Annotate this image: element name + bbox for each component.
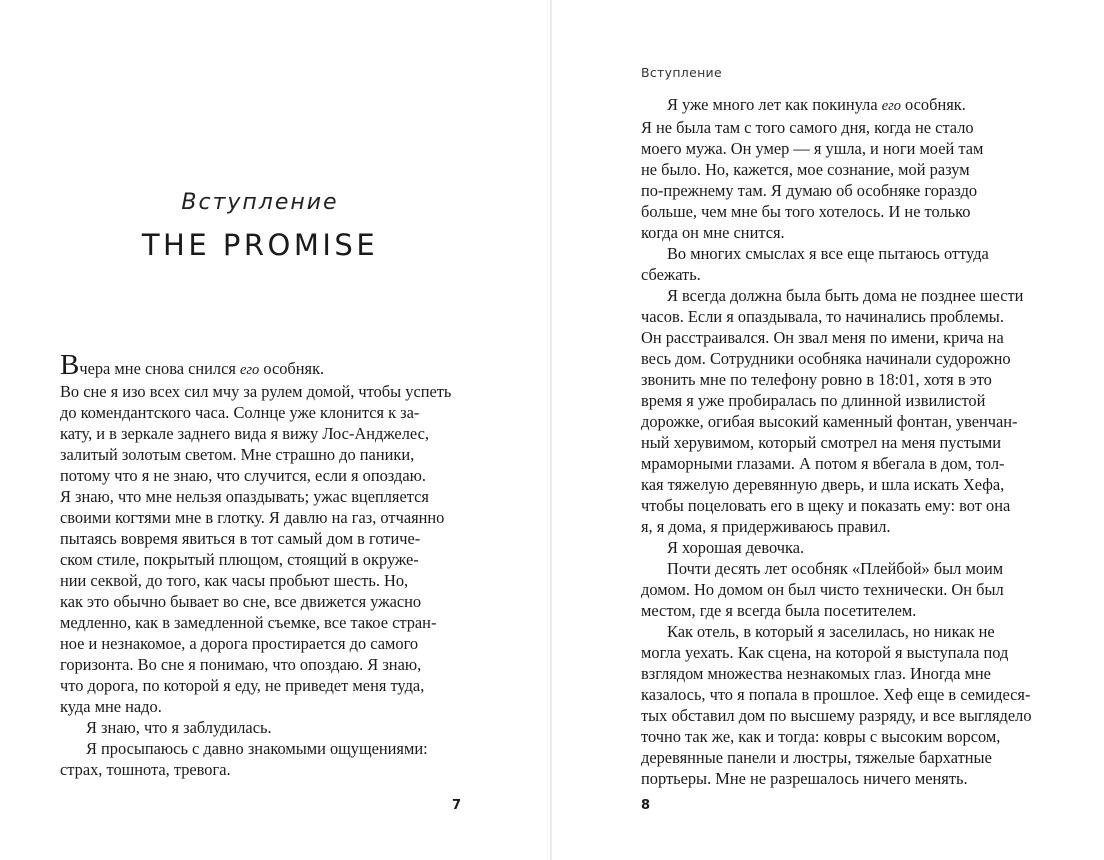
text-line: точно так же, как и тогда: ковры с высоким ворсом,	[641, 727, 1001, 746]
text-line: куда мне надо.	[60, 697, 162, 716]
page-number: 7	[452, 798, 462, 813]
text-line: местом, где я всегда была посетителем.	[641, 601, 917, 620]
first-line-end: особняк.	[259, 359, 325, 378]
running-head: Вступление	[641, 65, 722, 80]
text-line: сбежать.	[641, 265, 701, 284]
text-line: тых обставил дом по высшему разряду, и все выглядело	[641, 706, 1032, 725]
text-line: своими когтями мне в глотку. Я давлю на газ, отчаянно	[60, 508, 445, 527]
text-line: нии секвой, до того, как часы пробьют шесть. Но,	[60, 571, 409, 590]
text-line: взглядом множества незнакомых глаз. Иногда мне	[641, 664, 991, 683]
first-line	[641, 94, 1041, 117]
text-line: Я знаю, что мне нельзя опаздывать; ужас вцепляется	[60, 487, 429, 506]
text-line: мраморными глазами. А потом я вбегала в дом, тол-	[641, 454, 1005, 473]
text-line: по-прежнему там. Я думаю об особняке гораздо	[641, 181, 978, 200]
text-line: медленно, как в замедленной съемке, все такое стран-	[60, 613, 437, 632]
text-line: портьеры. Мне не разрешалось ничего менять.	[641, 769, 968, 788]
text-line: моего мужа. Он умер — я ушла, и ноги моей там	[641, 139, 984, 158]
text-line: я, я дома, я придерживаюсь правил.	[641, 517, 891, 536]
text-line: звонить мне по телефону ровно в 18:01, хотя в это	[641, 370, 992, 389]
text-line: кая тяжелую деревянную дверь, и шла искать Хефа,	[641, 475, 1005, 494]
left-page	[0, 0, 551, 860]
text-line: могла уехать. Как сцена, на которой я выступала под	[641, 643, 1009, 662]
text-line: Во многих смыслах я все еще пытаюсь оттуда	[667, 244, 989, 263]
text-line: часов. Если я опаздывала, то начинались проблемы.	[641, 307, 1004, 326]
text-line: что дорога, по которой я еду, не приведет меня туда,	[60, 676, 425, 695]
right-page	[552, 0, 1104, 860]
text-line: Я не была там с того самого дня, когда не стало	[641, 118, 974, 137]
text-line: больше, чем мне бы того хотелось. И не только	[641, 202, 971, 221]
text-line: ный херувимом, который смотрел на меня пустыми	[641, 433, 1002, 452]
dropcap-letter: В	[60, 355, 80, 381]
text-line: время я уже пробиралась по длинной извилистой	[641, 391, 986, 410]
chapter-title: THE PROMISE	[141, 228, 379, 262]
text-line: страх, тошнота, тревога.	[60, 760, 231, 779]
emphasis-word: его	[240, 362, 260, 378]
text-line: Почти десять лет особняк «Плейбой» был моим	[667, 559, 1004, 578]
chapter-label: Вступление	[181, 190, 339, 215]
emphasis-word: его	[881, 98, 901, 114]
right-body-text	[641, 94, 1041, 789]
text-line: до комендантского часа. Солнце уже клонится к за-	[60, 403, 420, 422]
text-line: Я всегда должна была быть дома не позднее шести	[667, 286, 1024, 305]
text-line: не было. Но, кажется, мое сознание, мой разум	[641, 160, 970, 179]
first-line	[60, 355, 460, 381]
text-line: Он расстраивался. Он звал меня по имени, крича на	[641, 328, 1004, 347]
text-line: весь дом. Сотрудники особняка начинали судорожно	[641, 349, 1011, 368]
text-line: потому что я не знаю, что случится, если я опоздаю.	[60, 466, 426, 485]
text-line: домом. Но домом он был чисто технически. Он был	[641, 580, 1004, 599]
text-line: когда он мне снится.	[641, 223, 785, 242]
text-line: дорожке, огибая высокий каменный фонтан, увенчан-	[641, 412, 1018, 431]
text-line: кату, и в зеркале заднего вида я вижу Лос-Анджелес,	[60, 424, 429, 443]
first-line-text: чера мне снова снился	[79, 359, 240, 378]
first-line-end: особняк.	[900, 95, 966, 114]
text-line: пытаясь вовремя явиться в тот самый дом в готиче-	[60, 529, 421, 548]
text-line: ное и незнакомое, а дорога простирается до самого	[60, 634, 419, 653]
text-line: Я просыпаюсь с давно знакомыми ощущениями:	[86, 739, 428, 758]
text-line: Я хорошая девочка.	[667, 538, 805, 557]
text-line: Во сне я изо всех сил мчу за рулем домой, чтобы успеть	[60, 382, 452, 401]
text-line: чтобы поцеловать его в щеку и показать ему: вот она	[641, 496, 1011, 515]
page-number: 8	[641, 798, 651, 813]
text-line: Как отель, в который я заселилась, но никак не	[667, 622, 995, 641]
text-line: деревянные панели и люстры, тяжелые бархатные	[641, 748, 992, 767]
text-line: ском стиле, покрытый плющом, стоящий в окруже-	[60, 550, 419, 569]
text-line: Я знаю, что я заблудилась.	[86, 718, 272, 737]
text-line: залитый золотым светом. Мне страшно до паники,	[60, 445, 415, 464]
text-line: как это обычно бывает во сне, все движется ужасно	[60, 592, 422, 611]
text-line: казалось, что я попала в прошлое. Хеф еще в семидеся-	[641, 685, 1031, 704]
text-line: горизонта. Во сне я понимаю, что опоздаю. Я знаю,	[60, 655, 422, 674]
first-line-text: Я уже много лет как покинула	[667, 95, 882, 114]
left-body-text	[60, 355, 460, 780]
